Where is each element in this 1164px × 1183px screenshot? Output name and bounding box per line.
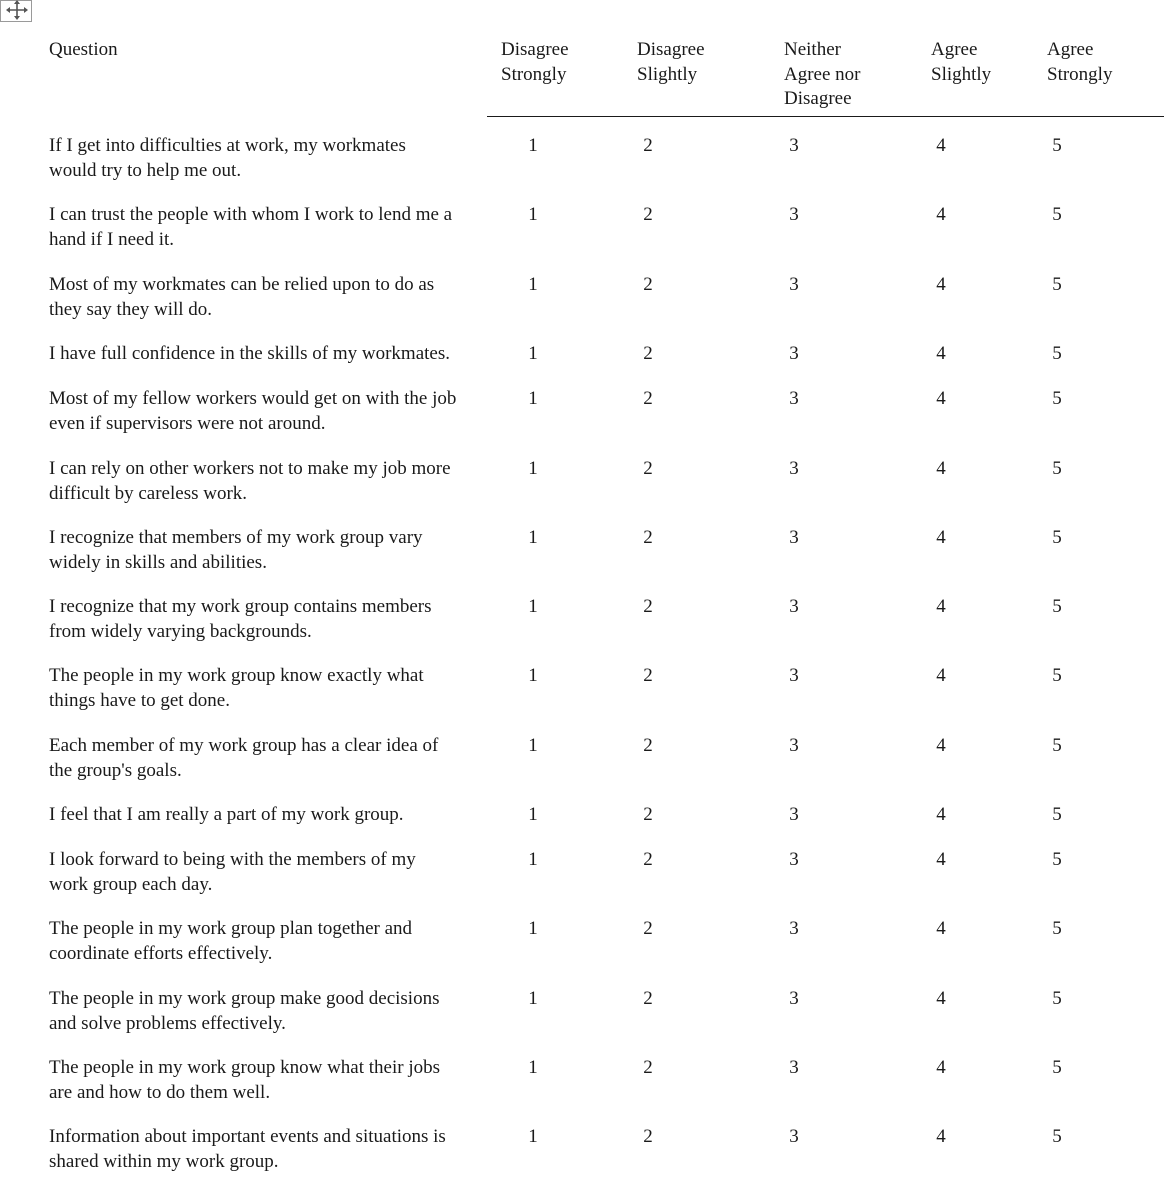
- rating-option-1[interactable]: 1: [528, 527, 538, 548]
- rating-option-3[interactable]: 3: [789, 988, 799, 1009]
- header-neither: Neither Agree nor Disagree: [784, 39, 861, 109]
- rating-option-1[interactable]: 1: [528, 135, 538, 156]
- rating-option-1[interactable]: 1: [528, 918, 538, 939]
- rating-option-3[interactable]: 3: [789, 458, 799, 479]
- question-text: The people in my work group know exactly what things have to get done.: [49, 665, 424, 711]
- rating-option-1[interactable]: 1: [528, 665, 538, 686]
- rating-option-5[interactable]: 5: [1052, 849, 1062, 870]
- rating-option-4[interactable]: 4: [936, 918, 946, 939]
- rating-option-2[interactable]: 2: [643, 204, 653, 225]
- header-divider: [487, 116, 1164, 117]
- question-text: Most of my workmates can be relied upon to do as they say they will do.: [49, 274, 435, 320]
- question-text: I feel that I am really a part of my work group.: [49, 804, 404, 825]
- rating-option-4[interactable]: 4: [936, 804, 946, 825]
- rating-option-2[interactable]: 2: [643, 804, 653, 825]
- rating-option-5[interactable]: 5: [1052, 735, 1062, 756]
- rating-option-1[interactable]: 1: [528, 804, 538, 825]
- rating-option-2[interactable]: 2: [643, 988, 653, 1009]
- rating-option-5[interactable]: 5: [1052, 135, 1062, 156]
- rating-option-5[interactable]: 5: [1052, 1057, 1062, 1078]
- rating-option-1[interactable]: 1: [528, 274, 538, 295]
- rating-option-4[interactable]: 4: [936, 527, 946, 548]
- rating-option-4[interactable]: 4: [936, 988, 946, 1009]
- rating-option-5[interactable]: 5: [1052, 274, 1062, 295]
- rating-option-4[interactable]: 4: [936, 735, 946, 756]
- rating-option-3[interactable]: 3: [789, 849, 799, 870]
- question-text: I can trust the people with whom I work to lend me a hand if I need it.: [49, 204, 453, 250]
- rating-option-5[interactable]: 5: [1052, 527, 1062, 548]
- rating-option-1[interactable]: 1: [528, 388, 538, 409]
- rating-option-3[interactable]: 3: [789, 527, 799, 548]
- header-agree-strongly: Agree Strongly: [1047, 39, 1113, 85]
- rating-option-4[interactable]: 4: [936, 1057, 946, 1078]
- rating-option-5[interactable]: 5: [1052, 596, 1062, 617]
- rating-option-2[interactable]: 2: [643, 735, 653, 756]
- question-text: I recognize that my work group contains members from widely varying backgrounds.: [49, 596, 432, 642]
- rating-option-1[interactable]: 1: [528, 458, 538, 479]
- rating-option-4[interactable]: 4: [936, 665, 946, 686]
- question-text: I have full confidence in the skills of my workmates.: [49, 343, 451, 364]
- table-header-row: [0, 38, 1164, 118]
- rating-option-2[interactable]: 2: [643, 849, 653, 870]
- rating-option-5[interactable]: 5: [1052, 804, 1062, 825]
- rating-option-2[interactable]: 2: [643, 1126, 653, 1147]
- rating-option-3[interactable]: 3: [789, 388, 799, 409]
- rating-option-3[interactable]: 3: [789, 135, 799, 156]
- question-text: I look forward to being with the members of my work group each day.: [49, 849, 416, 895]
- question-text: Most of my fellow workers would get on with the job even if supervisors were not around.: [49, 388, 457, 434]
- rating-option-2[interactable]: 2: [643, 527, 653, 548]
- rating-option-1[interactable]: 1: [528, 204, 538, 225]
- rating-option-3[interactable]: 3: [789, 665, 799, 686]
- rating-option-4[interactable]: 4: [936, 1126, 946, 1147]
- rating-option-3[interactable]: 3: [789, 343, 799, 364]
- rating-option-2[interactable]: 2: [643, 1057, 653, 1078]
- rating-option-5[interactable]: 5: [1052, 918, 1062, 939]
- rating-option-5[interactable]: 5: [1052, 665, 1062, 686]
- rating-option-3[interactable]: 3: [789, 1057, 799, 1078]
- rating-option-3[interactable]: 3: [789, 918, 799, 939]
- rating-option-5[interactable]: 5: [1052, 988, 1062, 1009]
- rating-option-1[interactable]: 1: [528, 1126, 538, 1147]
- rating-option-5[interactable]: 5: [1052, 388, 1062, 409]
- rating-option-1[interactable]: 1: [528, 988, 538, 1009]
- rating-option-2[interactable]: 2: [643, 458, 653, 479]
- rating-option-2[interactable]: 2: [643, 274, 653, 295]
- rating-option-3[interactable]: 3: [789, 274, 799, 295]
- rating-option-4[interactable]: 4: [936, 135, 946, 156]
- question-text: I recognize that members of my work group vary widely in skills and abilities.: [49, 527, 423, 573]
- rating-option-3[interactable]: 3: [789, 1126, 799, 1147]
- move-arrows-icon: [4, 0, 30, 22]
- header-disagree-strongly: Disagree Strongly: [501, 39, 569, 85]
- question-text: Information about important events and situations is shared within my work group.: [49, 1126, 446, 1172]
- rating-option-4[interactable]: 4: [936, 388, 946, 409]
- rating-option-2[interactable]: 2: [643, 388, 653, 409]
- header-question: Question: [49, 39, 118, 60]
- rating-option-1[interactable]: 1: [528, 1057, 538, 1078]
- rating-option-5[interactable]: 5: [1052, 204, 1062, 225]
- question-text: Each member of my work group has a clear idea of the group's goals.: [49, 735, 439, 781]
- rating-option-4[interactable]: 4: [936, 274, 946, 295]
- rating-option-1[interactable]: 1: [528, 849, 538, 870]
- rating-option-5[interactable]: 5: [1052, 343, 1062, 364]
- question-text: The people in my work group plan together and coordinate efforts effectively.: [49, 918, 413, 964]
- rating-option-3[interactable]: 3: [789, 204, 799, 225]
- rating-option-5[interactable]: 5: [1052, 1126, 1062, 1147]
- header-agree-slightly: Agree Slightly: [931, 39, 992, 85]
- rating-option-3[interactable]: 3: [789, 596, 799, 617]
- rating-option-1[interactable]: 1: [528, 596, 538, 617]
- rating-option-2[interactable]: 2: [643, 596, 653, 617]
- rating-option-3[interactable]: 3: [789, 804, 799, 825]
- rating-option-1[interactable]: 1: [528, 343, 538, 364]
- rating-option-1[interactable]: 1: [528, 735, 538, 756]
- rating-option-4[interactable]: 4: [936, 458, 946, 479]
- rating-option-4[interactable]: 4: [936, 343, 946, 364]
- table-move-handle[interactable]: [0, 0, 32, 22]
- question-text: I can rely on other workers not to make my job more difficult by careless work.: [49, 458, 451, 504]
- rating-option-5[interactable]: 5: [1052, 458, 1062, 479]
- rating-option-3[interactable]: 3: [789, 735, 799, 756]
- rating-option-4[interactable]: 4: [936, 204, 946, 225]
- header-disagree-slightly: Disagree Slightly: [637, 39, 705, 85]
- rating-option-2[interactable]: 2: [643, 918, 653, 939]
- rating-option-2[interactable]: 2: [643, 665, 653, 686]
- rating-option-2[interactable]: 2: [643, 135, 653, 156]
- rating-option-2[interactable]: 2: [643, 343, 653, 364]
- question-text: The people in my work group know what their jobs are and how to do them well.: [49, 1057, 441, 1103]
- question-text: The people in my work group make good decisions and solve problems effectively.: [49, 988, 440, 1034]
- rating-option-4[interactable]: 4: [936, 849, 946, 870]
- question-text: If I get into difficulties at work, my workmates would try to help me out.: [49, 135, 406, 181]
- rating-option-4[interactable]: 4: [936, 596, 946, 617]
